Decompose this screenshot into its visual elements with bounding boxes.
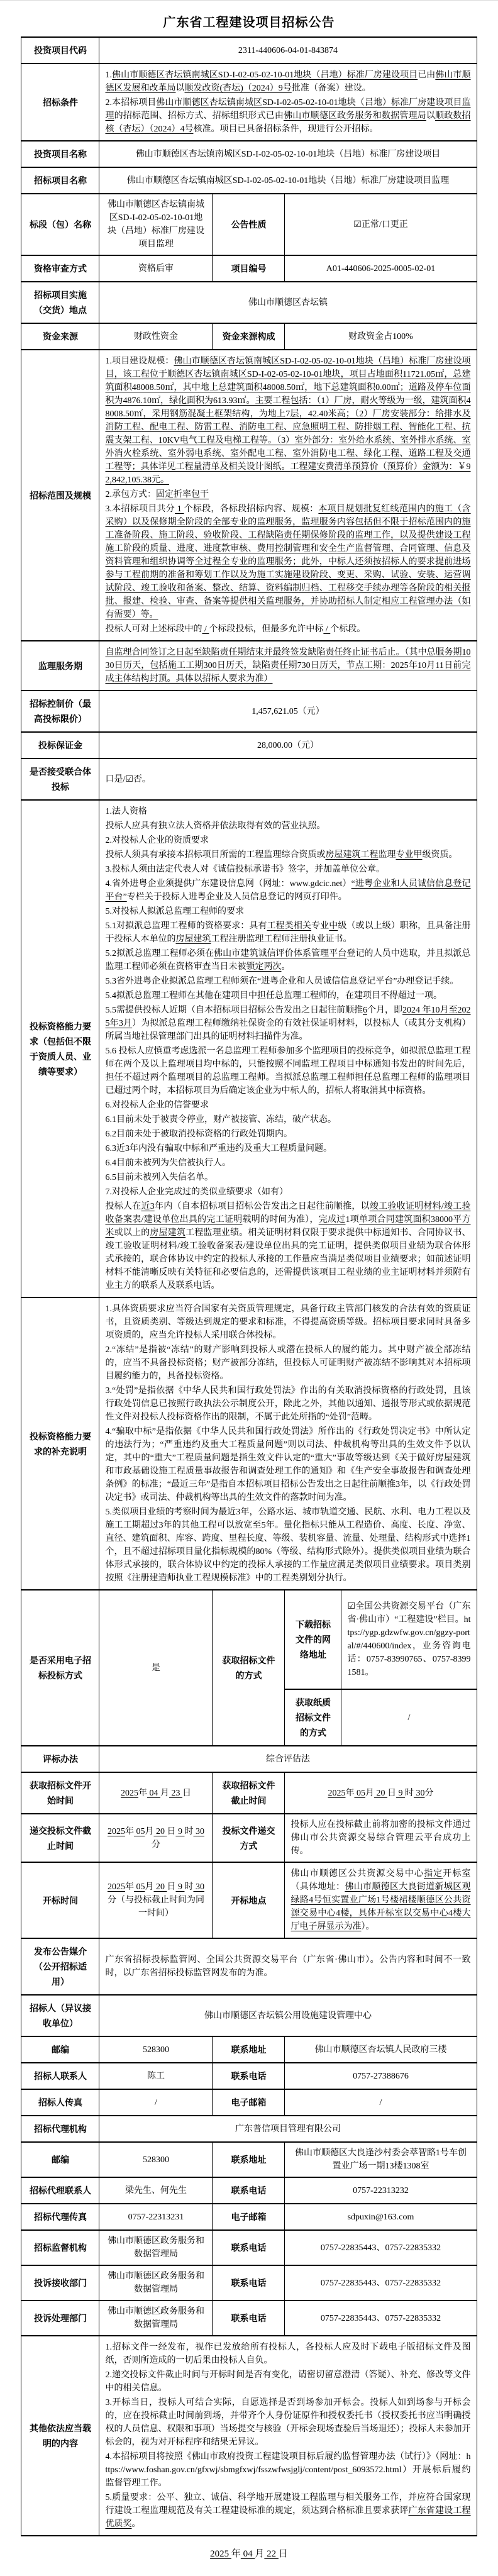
table-row-supervision-service-period <box>21 641 477 691</box>
cell-bid-deposit-label: 投标保证金 <box>21 732 99 758</box>
table-row-agency-fax <box>21 2204 477 2230</box>
table-row-complaint-receiving-dept <box>21 2265 477 2301</box>
cell-tenderer-value: 佛山市顺德区杏坛镇公用设施建设管理中心 <box>99 1995 477 2036</box>
cell-tenderer-postcode-label: 邮编 <box>21 2036 99 2063</box>
cell-doc-obtain-start-time-value <box>99 1772 213 1814</box>
cell-complaint-handling-phone-label: 联系电话 <box>213 2301 285 2336</box>
cell-scope-and-scale-value <box>99 350 477 641</box>
cell-funding-source-label: 资金来源 <box>21 323 99 350</box>
table-row-tender-project-name <box>21 167 477 194</box>
cell-doc-obtain-deadline-label: 获取招标文件截止时间 <box>213 1772 285 1814</box>
cell-agency-postcode-value: 528300 <box>99 2142 213 2177</box>
cell-bid-opening-time-label: 开标时间 <box>21 1862 99 1938</box>
cell-agency-address-label: 联系地址 <box>213 2142 285 2177</box>
paragraph: 5.质量要求：公平、独立、诚信、科学地开展建设工程监理与相关服务工作，并应符合国家现行建设工程监理规范及有关工程建设标准的规定，须达到合格标准且要求获评广东省建设工程优质奖。 <box>105 2493 471 2529</box>
cell-project-number-label: 项目编号 <box>213 255 285 282</box>
cell-tenderer-email-label: 电子邮箱 <box>213 2089 285 2116</box>
underlined-text: 05 <box>133 1826 145 1836</box>
table-row-tenderer-fax <box>21 2089 477 2116</box>
cell-bid-deposit-value: 28,000.00（元） <box>99 732 477 758</box>
cell-project-number-value: A01-440606-2025-0005-02-01 <box>285 255 477 282</box>
underlined-text: 23 <box>169 1788 182 1798</box>
cell-supervision-authority-label: 招标监督机构 <box>21 2230 99 2265</box>
cell-tender-control-price-label: 招标控制价（最高投标限价） <box>21 691 99 732</box>
underlined-text: 2025 <box>328 1788 346 1798</box>
table-row-doc-obtain-start-time <box>21 1772 477 1814</box>
underlined-text: 2024 年10月至2025年3月 <box>105 1006 471 1028</box>
underlined-text: 本项目规划批复红线范围内的施工（含采购）以及保修期全阶段的全部专业的监理服务，监理服务内容包括但不限于招标范围内的施工准备阶段、施工阶段、验收阶段、工程缺陷责任期保修阶段的监理工作，以及提供建设工程施工阶段的质量、进度、进度款审核、费用控制管理和安全生产监督管理、合同管理、信息及资料管理和组织协调等全过程全专业的监理服务；此外，中标人还须按招标人的要求提前进场参与工程前期的准备和筹划工作以及为施工实施建设阶段、变更、采购、试验、安装、运营调试阶段、竣工验收和备案、整改、结算、资料编制归档、工程移交手续办理等各阶段的相关报批、报建、检验、审查、备案等提供相关监理服务，并协助招标人制定相应工程管理办法（如有需要）等。 <box>105 504 471 619</box>
paragraph: 投标人须具有承接本招标项目所需的工程监理综合资质或房屋建筑工程监理专业甲级资质。 <box>105 850 458 860</box>
paragraph: 投标人应具有独立法人资格并依法取得有效的营业执照。 <box>105 821 326 831</box>
tender-announcement-page <box>0 1 498 2576</box>
table-row-agency-contact <box>21 2177 477 2204</box>
paragraph: 2.递交投标文件截止时间与开标时间是否有变化，请密切留意澄清（答疑）、补充、修改等文件中的相关信息。 <box>105 2370 471 2393</box>
paragraph: 4.省外进粤企业须提供广东建设信息网（网址：www.gdcic.net）“进粤企业和人员诚信信息登记平台”专栏关于投标人进粤企业及人员信息登记的网页打印件。 <box>105 879 471 902</box>
table-row-section-package-name <box>21 194 477 255</box>
paragraph: 6.2目前未处于被取消投标资格的行政处罚期内。 <box>105 1130 292 1139</box>
table-row-tenderer-postcode <box>21 2036 477 2063</box>
cell-scope-and-scale-label: 招标范围及规模 <box>21 350 99 641</box>
table-row-agency-postcode <box>21 2142 477 2177</box>
table-row-funding-source <box>21 323 477 350</box>
cell-supervision-authority-value: 佛山市顺德区政务服务和数据管理局 <box>99 2230 213 2265</box>
cell-paper-document-method-value: / <box>341 1689 477 1746</box>
cell-tender-project-name-label: 招标项目名称 <box>21 167 99 194</box>
paragraph: 1.项目建设规模：佛山市顺德区杏坛镇南城区SD-I-02-05-02-10-01地块（吕地）标准厂房建设项目，该工程位于顺德区杏坛镇南城区SD-I-02-05-02-10-01地块，项目占地面积11721.05㎡，总建筑面积48008.50㎡，其中地上总建筑面积48008.50㎡，地下总建筑面积0.00㎡；道路及停车位面积为4876.10㎡，绿化面积为613.93㎡。主要工程包括：（1）厂房，耐火等级为一级，建筑面积48008.50㎡，采用钢筋混凝土框架结构，为地上7层，42.40米高；（2）厂房安装部分：给排水及消防工程、配电工程、防雷工程、消防电工程、应急照明工程、防排烟工程、智能化工程、抗震支架工程、10KV电气工程及电梯工程等。（3）室外部分：室外给水系统、室外排水系统、室外消火栓系统、室外弱电系统、室外配电工程、室外消防电工程、绿化工程、道路工程及交通工程等；具体详见工程量清单及相关设计图纸。工程建安费清单预算价（预算价）金额为：￥92,842,105.38元。 <box>105 357 471 485</box>
table-row-consortium-bidding <box>21 758 477 800</box>
cell-complaint-receiving-phone-value: 0757-22835443、0757-22835332 <box>285 2265 477 2301</box>
paragraph: ☑全国公共资源交易平台（广东省·佛山市）“工程建设”栏目。https://ygp.gdzwfw.gov.cn/ggzy-portal/#/440600/index，业务咨询电话：0757-83990765、0757-83991581。 <box>347 1602 471 1677</box>
underlined-text: 指定 <box>424 1869 443 1879</box>
cell-tender-agency-label: 招标代理机构 <box>21 2116 99 2142</box>
underlined-text: 竣工验收证明材料/竣工验收备案表/建设单位出具的完工证明 <box>105 1202 471 1224</box>
underlined-text: 房屋建筑 <box>150 1228 186 1238</box>
cell-agency-postcode-label: 邮编 <box>21 2142 99 2177</box>
cell-investment-project-code-label: 投资项目代码 <box>21 37 99 64</box>
table-row-bid-deposit <box>21 732 477 758</box>
cell-supervision-service-period-value <box>99 641 477 691</box>
underlined-text: 顺发改资(杏坛)（2024）9号 <box>184 84 292 93</box>
cell-agency-email-label: 电子邮箱 <box>213 2204 285 2230</box>
cell-implementation-location-value: 佛山市顺德区杏坛镇 <box>99 282 477 323</box>
cell-investment-project-name-label: 投资项目名称 <box>21 141 99 167</box>
table-row-investment-project-code <box>21 37 477 64</box>
underlined-text: 佛山市顺德区杏坛镇南城区SD-I-02-05-02-10-01地块（吕地）标准厂房建设项目，该工程位于顺德区杏坛镇南城区SD-I-02-05-02-10-01地块，项目占地面积11721.05㎡，总建筑面积48008.50㎡，其中地上总建筑面积48008.50㎡，地下总建筑面积0.00㎡；道路及停车位面积为4876.10㎡，绿化面积为613.93㎡。主要工程包括：（1）厂房，耐火等级为一级，建筑面积48008.50㎡，采用钢筋混凝土框架结构，为地上7层，42.40米高；（2）厂房安装部分：给排水及消防工程、配电工程、防雷工程、消防电工程、应急照明工程、防排烟工程、智能化工程、抗震支架工程、10KV电气工程及电梯工程等。（3）室外部分：室外给水系统、室外排水系统、室外消火栓系统、室外弱电系统、室外配电工程、室外消防电工程、绿化工程、道路工程及交通工程等；具体详见工程量清单及相关设计图纸。工程建安费清单预算价（预算价）金额为：￥92,842,105.38元。 <box>105 357 471 485</box>
page-title: 广东省工程建设项目招标公告 <box>163 16 335 30</box>
cell-agency-contact-value: 梁先生、何先生 <box>99 2177 213 2204</box>
underlined-text: 单项合同建筑面积38000平方米 <box>105 1215 471 1238</box>
paragraph: 6.1目前未处于被责令停业，财产被接管、冻结，破产状态。 <box>105 1115 336 1124</box>
cell-qualification-supplementary-notes-label: 投标资格能力要求的补充说明 <box>21 1297 99 1590</box>
cell-bid-submission-deadline-value <box>99 1814 213 1862</box>
cell-tender-project-name-value: 佛山市顺德区杏坛镇南城区SD-I-02-05-02-10-01地块（吕地）标准厂房建设项目监理 <box>99 167 477 194</box>
cell-agency-phone-value: 0757-22313232 <box>285 2177 477 2204</box>
underlined-text: 佛山市顺德区发展和改革局 <box>105 70 471 93</box>
underlined-text: 专业甲 <box>396 850 423 860</box>
paragraph: 3.“处罚”是指依据《中华人民共和国行政处罚法》作出的有关取消投标资格的行政处罚，且该行政处罚信息已按照行政执法公示制度公开，除此之外，其他以通知、通报等形式或依据规范性文件对投标人投标资格作出的限制，不属于此处所指的“处罚”范畴。 <box>105 1386 471 1422</box>
underlined-text: 20 <box>374 1788 387 1798</box>
underlined-text: 1 <box>175 504 184 514</box>
paragraph: 投标人在近3年内（自本招标项目招标公告发出之日起往前顺推，以竣工验收证明材料/竣工验收备案表/建设单位出具的完工证明载明的时间为准），完成过1项单项合同建筑面积38000平方米或以上的房屋建筑工程监理业绩。相关证明材料仅限于要求提供中标通知书、合同协议书、竣工验收证明材料/竣工验收备案表/建设单位出具的完工证明，提供类似项目业绩为联合体形式承接的，联合体协议中约定的投标人承接的工作量应当满足类似项目业绩要求；如前述证明材料不能清晰反映有关特征和必要信息的，还需提供该项目工程业绩的业主证明材料并须附有业主方的联系人及联系电话。 <box>105 1202 471 1291</box>
paragraph: 1.法人资格 <box>105 807 147 816</box>
cell-investment-project-name-value: 佛山市顺德区杏坛镇南城区SD-I-02-05-02-10-01地块（吕地）标准厂房建设项目 <box>99 141 477 167</box>
paragraph: 5.5需提供投标人近期（自本招标项目招标公告发出之日起往前顺推6个月，即2024 年10月至2025年3月）为拟派总监理工程师缴纳社保资金的有效社保证明材料，以投标人（或其分支机构）所属当地社保管理部门出具的证明材料扫描件为准。 <box>105 1006 471 1041</box>
underlined-text: 佛山市顺德区杏坛镇南城区SD-I-02-05-02-10-01地块（吕地）标准厂房建设项目 <box>111 70 418 80</box>
paragraph: 5.4拟派总监理工程师在其他在建项目中担任总监理工程师的，在建项目不得超过一项。 <box>105 991 442 1001</box>
paragraph: 2025年 05月 20 日 9 时 30分（与投标截止时间为同一时间） <box>107 1882 204 1918</box>
cell-qualification-supplementary-notes-value <box>99 1297 477 1590</box>
cell-section-package-name-value: 佛山市顺德区杏坛镇南城区SD-I-02-05-02-10-01地块（吕地）标准厂房建设项目监理 <box>99 194 213 255</box>
paragraph: 6.对投标人企业的信誉要求 <box>105 1101 209 1110</box>
paragraph: 5.1对拟派总监理工程师的资格要求：具有工程类相关专业中级（或以上级）职称，且具备注册于投标人本单位的房屋建筑工程注册监理工程师注册执业证书。 <box>105 921 471 944</box>
cell-bid-opening-place-label: 开标地点 <box>213 1862 285 1938</box>
table-row-qualification-review-method <box>21 255 477 282</box>
underlined-text: 房屋建筑 <box>175 935 211 944</box>
table-row-qualification-supplementary-notes <box>21 1297 477 1590</box>
paragraph: 4.本招标项目将按照《佛山市政府投资工程建设项目标后履约监督管理办法（试行）》（网址：https://www.foshan.gov.cn/gfxwj/sbmgfxwj/fsszwfwsjglj/content/post_6093572.html）开展标后履约监督管理工作。 <box>105 2452 471 2488</box>
table-row-tender-control-price <box>21 691 477 732</box>
cell-bid-opening-time-value <box>99 1862 213 1938</box>
cell-supervision-authority-phone-value: 0757-22835443、0757-22835332 <box>285 2230 477 2265</box>
cell-agency-fax-label: 招标代理传真 <box>21 2204 99 2230</box>
underlined-text: 2025 <box>107 1882 125 1892</box>
underlined-text: 05 <box>354 1788 365 1798</box>
cell-other-required-content-value <box>99 2336 477 2536</box>
paragraph: 7.对投标人企业完成过的类似业绩要求（如有） <box>105 1187 288 1197</box>
underlined-text: 04 <box>147 1788 160 1798</box>
table-row-investment-project-name <box>21 141 477 167</box>
underlined-text: 30 <box>413 1788 425 1798</box>
paragraph: 2.“冻结”是指被“冻结”的财产影响到投标人或潜在投标人的履约能力。其中财产被全部冻结的，应当不具备投标资格；财产被部分冻结，但投标人可证明财产被冻结不影响其对本招标项目履约能力的，具备投标资格。 <box>105 1345 471 1381</box>
cell-tenderer-fax-value: / <box>99 2089 213 2116</box>
cell-tenderer-contact-value: 陈工 <box>99 2063 213 2089</box>
paragraph: 2025年 04 月 23 日 <box>120 1788 191 1798</box>
paragraph: 2025年 05月 20 日 9 时 30分 <box>107 1826 204 1850</box>
underlined-text: 04 <box>240 2549 255 2559</box>
cell-complaint-receiving-dept-label: 投诉接收部门 <box>21 2265 99 2301</box>
cell-tenderer-fax-label: 招标人传真 <box>21 2089 99 2116</box>
paragraph <box>105 645 470 686</box>
cell-paper-document-method-label: 获取纸质招标文件的方式 <box>285 1689 341 1746</box>
cell-agency-contact-label: 招标代理联系人 <box>21 2177 99 2204</box>
cell-bid-submission-deadline-label: 递交投标文件截止时间 <box>21 1814 99 1862</box>
paragraph: 4.“骗取中标”是指依据《中华人民共和国行政处罚法》所作出的《行政处罚决定书》中所认定的违法行为；“严重违约及重大工程质量问题”则以司法、仲裁机构等出具的生效文件予以认定，其中的“重大”工程质量问题是指生效文件认定的“重大”事故等级达到《关于做好房屋建筑和市政基础设施工程质量事故报告和调查处理工作的通知》和《生产安全事故报告和调查处理条例》的标准；“最近三年”是指自本招标项目招标公告发出之日起往前顺推3年，以《行政处罚决定书》或司法、仲裁机构等出具的生效文件的落款时间为准。 <box>105 1427 471 1502</box>
cell-bid-opening-place-value <box>285 1862 477 1938</box>
table-row-tender-agency <box>21 2116 477 2142</box>
paragraph: 6.3近3年内没有骗取中标和严重违约及重大工程质量问题。 <box>105 1144 332 1153</box>
paragraph: 2.对投标人企业的资质要求 <box>105 836 209 845</box>
paragraph: 1.佛山市顺德区杏坛镇南城区SD-I-02-05-02-10-01地块（吕地）标准厂房建设项目已由佛山市顺德区发展和改革局以顺发改资(杏坛)（2024）9号批准（备案）建设。 <box>105 70 471 93</box>
underlined-text: 固定折率包干 <box>155 490 209 499</box>
underlined-text: 9 <box>396 1788 405 1798</box>
paragraph: 1.具体资质要求应当符合国家有关资质管理规定，具备行政主管部门核发的合法有效的资质证书，且资质类别、等级达到规定的要求和标准，不得提高资质等级。招标项目要求同时具备多项资质的，应当允许投标人采用联合体投标。 <box>105 1304 471 1340</box>
cell-investment-project-code-value: 2311-440606-04-01-843874 <box>99 37 477 64</box>
table-row-implementation-location <box>21 282 477 323</box>
underlined-text: 广东省建设工程优质奖 <box>105 2506 471 2529</box>
cell-tenderer-email-value: / <box>285 2089 477 2116</box>
cell-consortium-bidding-label: 是否接受联合体投标 <box>21 758 99 800</box>
cell-tenderer-phone-value: 0757-27388676 <box>285 2063 477 2089</box>
cell-section-package-name-label: 标段（包）名称 <box>21 194 99 255</box>
table-row-supervision-authority <box>21 2230 477 2265</box>
paragraph: 2.承包方式：固定折率包干 <box>105 490 209 499</box>
underlined-text: 2025 <box>120 1788 138 1798</box>
underlined-text: “进粤企业和人员诚信信息登记平台” <box>105 879 471 902</box>
cell-funding-composition-label: 资金来源构成 <box>213 323 285 350</box>
cell-evaluation-method-value: 综合评估法 <box>99 1746 477 1772</box>
underlined-text: 佛山市顺德区政务服务和数据管理局 <box>284 111 426 121</box>
underlined-text: 顺政数招核（杏坛）（2024）4号 <box>105 111 471 134</box>
cell-tender-agency-value: 广东普信项目管理有限公司 <box>99 2116 477 2142</box>
cell-implementation-location-label: 招标项目实施（交货）地点 <box>21 282 99 323</box>
table-row-scope-and-scale <box>21 350 477 641</box>
paragraph: 2025年 05月 20 日 9 时 30分 <box>328 1788 434 1798</box>
paragraph: 投标人可对上述标段中的 / 个标段投标，但最多允许中标 / 个标段。 <box>105 625 366 634</box>
paragraph: 3.开标当日，投标人可结合实际，自愿选择是否到场参加开标会。投标人如到场参与开标会的，应在投标截止时间前到场，并带齐个人身份证原件和授权委托书（授权委托书应当明确授权的人员信息、权限和事项）当场提交与核验（开标会现场查验后当场退还）；投标人未参加开标会的，视为对开标程序和结果无异议。 <box>105 2398 471 2447</box>
cell-agency-address-value: 佛山市顺德区大良逢沙村委会萃智路1号车创置业广场一期13楼1308室 <box>285 2142 477 2177</box>
cell-other-required-content-label: 其他依法应当载明的内容 <box>21 2336 99 2536</box>
cell-download-address-value <box>341 1590 477 1689</box>
cell-bid-submission-method-value: 投标人应在投标截止前将加密的投标文件通过佛山市公共资源交易综合管理云平台成功上传。 <box>285 1814 477 1862</box>
underlined-text: 9 <box>175 1826 185 1836</box>
underlined-text: / <box>202 625 209 634</box>
underlined-text: 房屋建筑工程 <box>325 850 379 860</box>
cell-qualification-review-method-value: 资格后审 <box>99 255 213 282</box>
table-row-complaint-handling-dept <box>21 2301 477 2336</box>
paragraph: 5.类似项目业绩的考察时间为最近3年，公路水运、城市轨道交通、民航、水利、电力工程以及施工工期超过3年的其他工程可以放宽至5年。量化指标只能从工程造价、高度、长度、净宽、直径、建筑面积、库容、跨度、里程长度、等级、装机容量、流量、处理量、结构形式中选择1个，且不超过招标项目量化指标规模的80%（等级、结构形式除外）。提供类似项目业绩为联合体形式承接的，联合体协议中约定的投标人承接的工作量应满足类似项目业绩要求。项目类别按照《注册建造师执业工程规模标准》中的工程类别划分执行。 <box>105 1507 471 1583</box>
underlined-text: 22 <box>264 2549 279 2559</box>
cell-doc-obtain-method-label: 获取招标文件的方式 <box>213 1590 285 1746</box>
announcement-table <box>21 36 477 2536</box>
table-row-tender-conditions <box>21 64 477 141</box>
paragraph: 2.本招标项目佛山市顺德区杏坛镇南城区SD-I-02-05-02-10-01地块（吕地）标准厂房建设项目监理的招标范围、招标方式、招标组织形式已由佛山市顺德区政务服务和数据管理局以顺政数招核（杏坛）（2024）4号核准。项目已具备招标条件，现进行公开招标。 <box>105 98 471 134</box>
table-row-electronic-bidding <box>21 1590 477 1689</box>
table-row-bidder-qualification-requirements <box>21 800 477 1297</box>
table-row-other-required-content <box>21 2336 477 2536</box>
cell-consortium-bidding-value: 口是/☑否。 <box>99 758 477 800</box>
underlined-text: 工程类相关 <box>267 921 312 931</box>
cell-tenderer-phone-label: 联系电话 <box>213 2063 285 2089</box>
cell-qualification-review-method-label: 资格审查方式 <box>21 255 99 282</box>
underlined-text: 30 <box>193 1826 204 1836</box>
table-row-tenderer <box>21 1995 477 2036</box>
underlined-text: 20 <box>153 1882 167 1892</box>
underlined-text: 近3 <box>141 1202 155 1211</box>
paragraph: 5.对投标人拟派总监理工程师的要求 <box>105 907 244 916</box>
announcement-table-body <box>21 37 477 2536</box>
cell-supervision-authority-phone-label: 联系电话 <box>213 2230 285 2265</box>
underlined-text: 自监理合同签订之日起至缺陷责任期结束并最终签发缺陷责任终止证书后止。（其中总服务期1030日历天，包括施工工期300日历天，缺陷责任期730日历天，节点工期：2025年10月11日前完成主体结构封顶。具体以招标人要求为准） <box>105 648 471 684</box>
underlined-text: 佛山市顺德区杏坛镇南城区SD-I-02-05-02-10-01地块（吕地）标准厂房建设项目监理 <box>105 98 471 121</box>
underlined-text: 2025 <box>210 2549 231 2559</box>
cell-funding-composition-value: 财政资金占100% <box>285 323 477 350</box>
cell-funding-source-value: 财政性资金 <box>99 323 213 350</box>
underlined-text: 30 <box>193 1882 204 1892</box>
cell-tender-conditions-label: 招标条件 <box>21 64 99 141</box>
paragraph: 佛山市顺德区公共资源交易中心指定开标室（具体地址：佛山市顺德区大良街道新城区观绿路4号恒实置业广场1号楼裙楼顺德区公共资源交易中心4楼，具体开标室以交易中心4楼大厅电子屏显示为准）。 <box>290 1869 471 1931</box>
cell-tenderer-address-label: 联系地址 <box>213 2036 285 2063</box>
cell-doc-obtain-start-time-label: 获取招标文件开始时间 <box>21 1772 99 1814</box>
underlined-text: 中 <box>329 921 338 931</box>
table-row-announcement-media <box>21 1938 477 1995</box>
underlined-text: 05 <box>133 1882 145 1892</box>
underlined-text: 2025 <box>107 1826 125 1836</box>
underlined-text: 佛山市顺德区大良街道新城区观绿路4号恒实置业广场1号楼裙楼顺德区公共资源交易中心4楼，具体开标室以交易中心4楼大厅电子屏显示为准 <box>290 1882 471 1931</box>
cell-doc-obtain-deadline-value <box>285 1772 477 1814</box>
underlined-text: 6 <box>363 1006 367 1015</box>
underlined-text: 9 <box>175 1882 185 1892</box>
cell-electronic-bidding-value: 是 <box>99 1590 213 1746</box>
paragraph: 5.6 投标人应慎重考虑选派一名总监理工程师参加多个监理项目的投标竞争，如拟派总监理工程师在两个及以上监理项目均中标的，只能按照不同监理工程项目中标通知书发出的时间先后，担任不超过两个监理项目的总监理工程师。当拟派总监理工程师担任总监理工程师的监理项目已超过两个时，本招标项目为后确定该企业为中标人的，招标人将取消其中标资格。 <box>105 1046 471 1096</box>
paragraph: 6.4目前未被列为失信被执行人。 <box>105 1158 231 1168</box>
paragraph: 3.投标人须由法定代表人对《诚信投标承诺书》签字，并加盖单位公章。 <box>105 865 385 874</box>
cell-agency-email-value: sdpuxin@163.com <box>285 2204 477 2230</box>
cell-notice-nature-value: ☑正常/口更正 <box>285 194 477 255</box>
paragraph: 3.本招标项目共分 1 个标段，各标段招标内容、规模：本项目规划批复红线范围内的施工（含采购）以及保修期全阶段的全部专业的监理服务，监理服务内容包括但不限于招标范围内的施工准备阶段、施工阶段、验收阶段、工程缺陷责任期保修阶段的监理工作，以及提供建设工程施工阶段的质量、进度、进度款审核、费用控制管理和安全生产监督管理、合同管理、信息及资料管理和组织协调等全过程全专业的监理服务；此外，中标人还须按招标人的要求提前进场参与工程前期的准备和筹划工作以及为施工实施建设阶段、变更、采购、试验、安装、运营调试阶段、竣工验收和备案、整改、结算、资料编制归档、工程移交手续办理等各阶段的相关报批、报建、检验、审查、备案等提供相关监理服务，并协助招标人制定相应工程管理办法（如有需要）等。 <box>105 504 471 619</box>
cell-agency-fax-value: 0757-22313231 <box>99 2204 213 2230</box>
cell-announcement-media-label: 发布公告媒介（公开招标适用） <box>21 1938 99 1995</box>
cell-complaint-handling-dept-label: 投诉处理部门 <box>21 2301 99 2336</box>
cell-announcement-media-value: 广东省招标投标监管网、全国公共资源交易平台（广东省·佛山市）。公告内容和时间不一致时，以广东省招标投标监管网发布的为准。 <box>99 1938 477 1995</box>
cell-notice-nature-label: 公告性质 <box>213 194 285 255</box>
cell-complaint-receiving-phone-label: 联系电话 <box>213 2265 285 2301</box>
cell-agency-phone-label: 联系电话 <box>213 2177 285 2204</box>
table-row-bid-submission-deadline <box>21 1814 477 1862</box>
cell-electronic-bidding-label: 是否采用电子招标投标方式 <box>21 1590 99 1746</box>
table-row-bid-opening-time <box>21 1862 477 1938</box>
cell-complaint-receiving-dept-value: 佛山市顺德区政务服务和数据管理局 <box>99 2265 213 2301</box>
table-row-evaluation-method <box>21 1746 477 1772</box>
cell-bidder-qualification-requirements-label: 投标资格能力要求（包括但不限于资质人员、业绩等要求） <box>21 800 99 1297</box>
cell-supervision-service-period-label: 监理服务期 <box>21 641 99 691</box>
cell-tender-control-price-value: 1,457,621.05（元） <box>99 691 477 732</box>
cell-tenderer-address-value: 佛山市顺德区杏坛镇人民政府三楼 <box>285 2036 477 2063</box>
paragraph: 1.招标文件一经发布，视作已发放给所有投标人，各投标人应及时下载电子版招标文件及图纸，否则所造成的一切后果由投标人自负。 <box>105 2343 471 2365</box>
cell-tenderer-label: 招标人（异议接收单位） <box>21 1995 99 2036</box>
cell-bidder-qualification-requirements-value <box>99 800 477 1297</box>
table-row-tenderer-contact <box>21 2063 477 2089</box>
cell-download-address-label: 下载招标文件的网络地址 <box>285 1590 341 1689</box>
cell-complaint-handling-phone-value: 0757-22835443、0757-22835332 <box>285 2301 477 2336</box>
underlined-text: / <box>323 625 331 634</box>
underlined-text: 锁定两次 <box>246 962 282 972</box>
cell-evaluation-method-label: 评标办法 <box>21 1746 99 1772</box>
cell-bid-submission-method-label: 投标文件递交方式 <box>213 1814 285 1862</box>
cell-tender-conditions-value <box>99 64 477 141</box>
announcement-date: 2025 年 04 月 22 日 <box>210 2549 288 2559</box>
underlined-text: 完成过 <box>318 1215 346 1224</box>
underlined-text: 佛山市建筑诚信评价体系管理平台 <box>214 949 347 958</box>
cell-tenderer-contact-label: 招标人联系人 <box>21 2063 99 2089</box>
paragraph: 5.2拟派总监理工程师必须在佛山市建筑诚信评价体系管理平台登记的人员中选取，并且拟派总监理工程师必须在资格审查当日未被锁定两次。 <box>105 949 471 972</box>
paragraph: 5.3省外进粤企业拟派总监理工程师须在“进粤企业和人员诚信信息登记平台”办理登记手续。 <box>105 977 459 986</box>
cell-complaint-handling-dept-value: 佛山市顺德区政务服务和数据管理局 <box>99 2301 213 2336</box>
underlined-text: 20 <box>153 1826 167 1836</box>
cell-tenderer-postcode-value: 528300 <box>99 2036 213 2063</box>
paragraph: 6.5目前未被列入失信名单。 <box>105 1173 213 1182</box>
